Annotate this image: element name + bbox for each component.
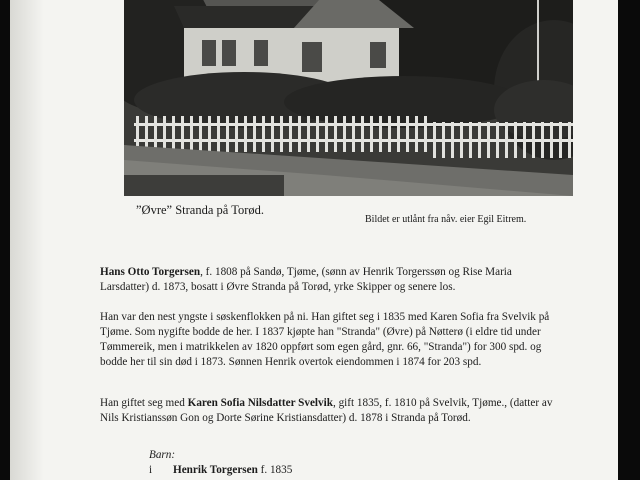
scanned-page [10,0,618,480]
paragraph-karen-sofia [100,396,562,426]
person-name: Karen Sofia Nilsdatter Svelvik [187,397,333,409]
photo-credit: Bildet er utlånt fra nåv. eier Egil Eitrem. [365,214,527,225]
photo-caption: ”Øvre” Stranda på Torød. [136,203,265,217]
paragraph-lead: Han giftet seg med [100,397,188,409]
paragraph-history: Han var den nest yngste i søskenflokken på ni. Han giftet seg i 1835 med Karen Sofia fra Svelvik på Tjøme. Som nygifte bodde de her. I 1837 kjøpte han "Stranda" (Øvre) på Nøtterø (i eldre tid under Tømmereik, men i matrikkelen av 1820 oppført som egen gård, gnr. 66, "Stranda") for 300 spd. og bodde her til sin død i 1873. Sønnen Henrik overtok eiendommen i 1874 for 203 spd. [100,311,550,368]
children-list [149,448,292,478]
child-name: Henrik Torgersen [173,464,258,476]
child-index: i [149,464,153,476]
paragraph-hans-otto [100,265,562,295]
children-label: Barn: [149,449,176,461]
person-name: Hans Otto Torgersen [100,266,201,278]
child-detail: f. 1835 [257,464,293,476]
list-item [149,463,292,478]
paragraph-text: , gift 1835, f. 1810 på Svelvik, Tjøme., (datter av Nils Kristianssøn Gon og Dorte Sørine Kristiansdatter) d. 1878 i Stranda på Torød. [100,397,553,424]
paragraph-text: , f. 1808 på Sandø, Tjøme, (sønn av Henrik Torgerssøn og Rise Maria Larsdatter) d. 1873, bosatt i Øvre Stranda på Torød, yrke Skipper og senere los. [100,266,512,293]
house-photo [124,0,573,196]
